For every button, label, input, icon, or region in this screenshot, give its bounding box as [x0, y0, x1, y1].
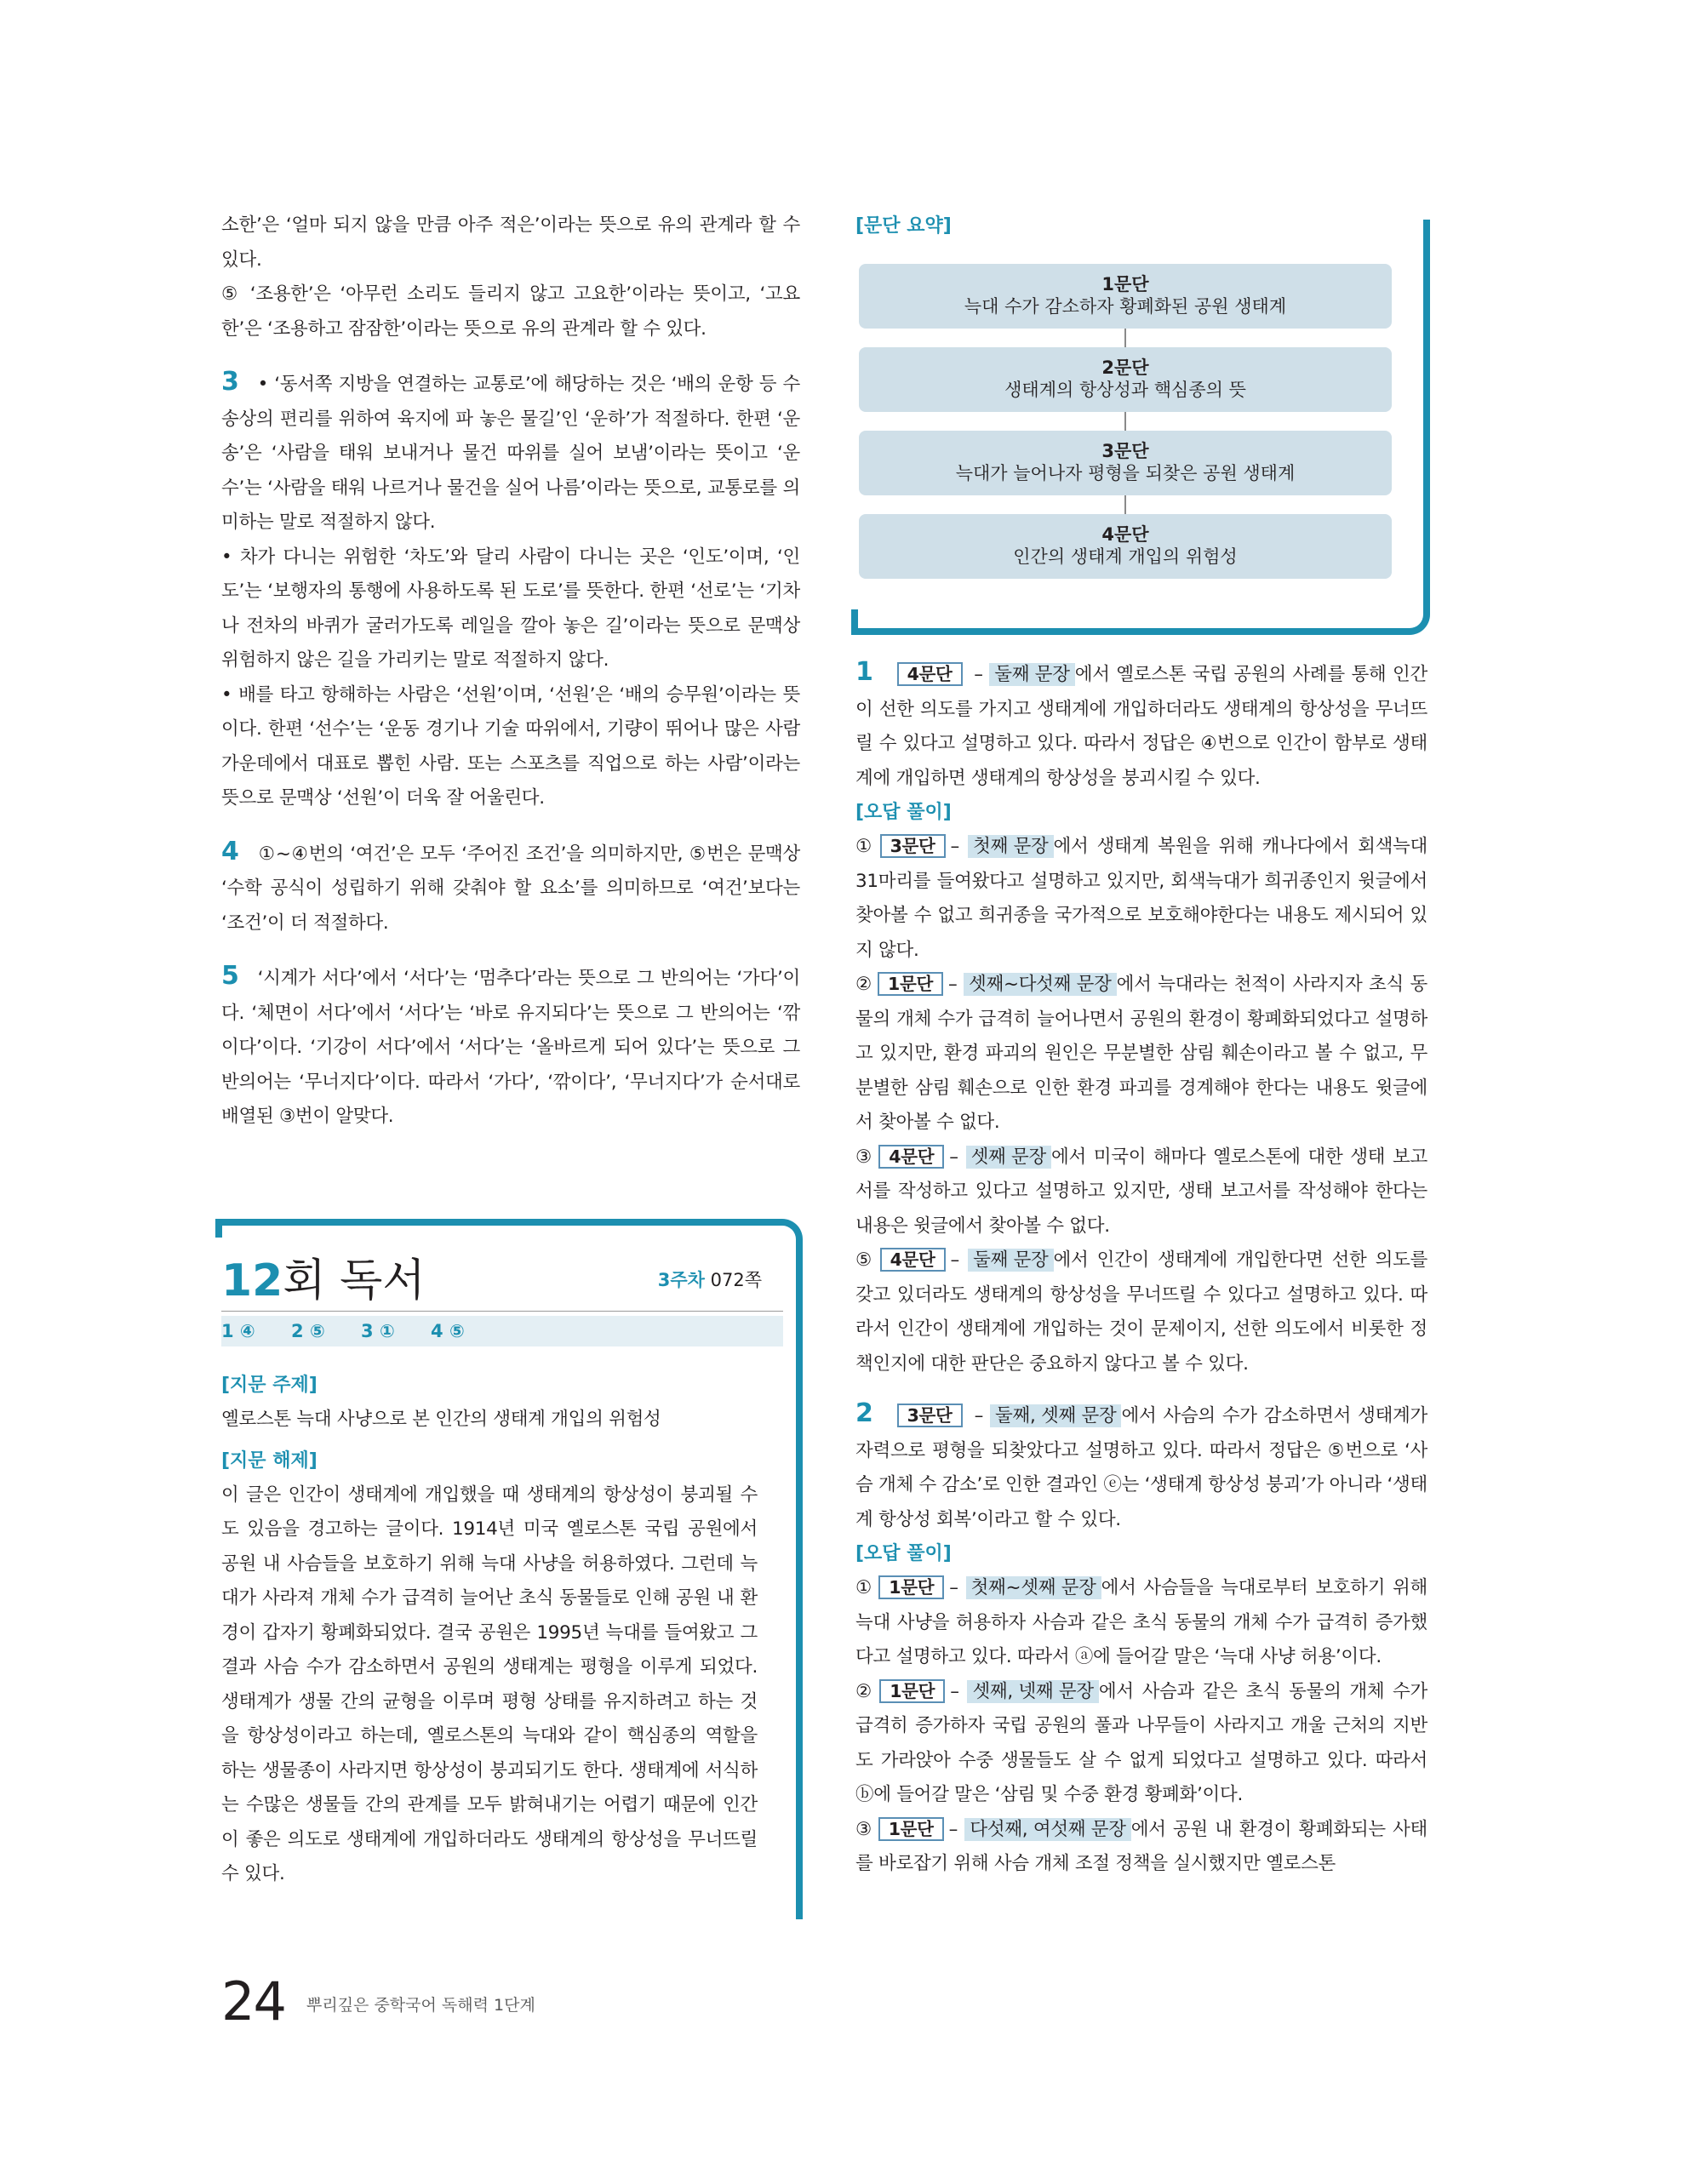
dash: –	[974, 1405, 984, 1426]
paragraph-summary	[851, 220, 1430, 635]
summary-item-title: 4문단	[1101, 524, 1149, 545]
dash: –	[974, 664, 983, 685]
summary-item-text: 늑대가 늘어나자 평형을 되찾은 공원 생태계	[955, 463, 1296, 483]
passage-notes	[221, 1369, 758, 1892]
summary-item-text: 늑대 수가 감소하자 황폐화된 공원 생태계	[964, 296, 1287, 317]
explanation-text: • 배를 타고 항해하는 사람은 ‘선원’이며, ‘선원’은 ‘배의 승무원’이라는 뜻이다. 한편 ‘선수’는 ‘운동 경기나 기술 따위에서, 기량이 뛰어나 많은 사람 가운데에서 대표로 뽑힌 사람. 또는 스포츠를 직업으로 하는 사람’이라는 뜻으로 문맥상 ‘선원’이 더욱 잘 어울린다.	[221, 683, 800, 809]
summary-item	[859, 347, 1392, 412]
left-column	[221, 209, 800, 1150]
summary-item-title: 3문단	[1101, 441, 1149, 461]
question-4-explanation	[221, 835, 800, 941]
divider	[221, 1311, 783, 1312]
summary-label: [문단 요약]	[855, 215, 952, 237]
wrong-answer: ② 1문단 – 셋째~다섯째 문장 에서 늑대라는 천적이 사라지자 초식 동물의 개체 수가 급격히 늘어나면서 공원의 환경이 황폐화되었다고 설명하고 있지만, 환경 파괴의 원인은 무분별한 삼림 훼손이라고 볼 수 없고, 무분별한 삼림 훼손으로 인한 환경 파괴를 경계해야 한다는 내용도 윗글에서 찾아볼 수 없다.	[855, 974, 1427, 1133]
answer-item: 2 ⑤	[291, 1321, 325, 1341]
textbook-reference	[658, 1266, 762, 1292]
wrong-answer: ③ 1문단 – 다섯째, 여섯째 문장 에서 공원 내 환경이 황폐화되는 사태를 바로잡기 위해 사슴 개체 조절 정책을 실시했지만 옐로스톤	[855, 1818, 1427, 1874]
question-2-explanation	[855, 1397, 1427, 1882]
summary-item-title: 2문단	[1101, 357, 1149, 378]
question-3-explanation	[221, 365, 800, 816]
topic-heading: [지문 주제]	[221, 1375, 318, 1396]
explanation-text: ‘시계가 서다’에서 ‘서다’는 ‘멈추다’라는 뜻으로 그 반의어는 ‘가다’이다. ‘체면이 서다’에서 ‘서다’는 ‘바로 유지되다’는 뜻으로 그 반의어는 ‘깎이다’이다. ‘기강이 서다’에서 ‘서다’는 ‘올바르게 되어 있다’는 뜻으로 그 반의어는 ‘무너지다’이다. 따라서 ‘가다’, ‘깎이다’, ‘무너지다’가 순서대로 배열된 ③번이 알맞다.	[221, 968, 800, 1127]
book-title: 뿌리깊은 중학국어 독해력 1단계	[306, 1996, 535, 2015]
sentence-highlight: 첫째~셋째 문장	[966, 1576, 1101, 1599]
lesson-title	[221, 1244, 426, 1308]
explanation-text: 에서 사슴의 수가 감소하면서 생태계가 자력으로 평형을 되찾았다고 설명하고 있다. 따라서 정답은 ⑤번으로 ‘사슴 개체 수 감소’로 인한 결과인 ⓔ는 ‘생태계 항상성 붕괴’가 아니라 ‘생태계 항상성 회복’이라고 할 수 있다.	[855, 1405, 1427, 1530]
sentence-highlight: 셋째, 넷째 문장	[967, 1680, 1098, 1703]
answer-option-5: ⑤ ‘조용한’은 ‘아무런 소리도 들리지 않고 고요한’이라는 뜻이고, ‘고요한’은 ‘조용하고 잠잠한’이라는 뜻으로 유의 관계라 할 수 있다.	[221, 283, 800, 340]
paragraph-tag: 4문단	[897, 662, 963, 686]
continued-paragraph: 소한’은 ‘얼마 되지 않을 만큼 아주 적은’이라는 뜻으로 유의 관계라 할 수 있다.	[221, 214, 800, 271]
sentence-highlight: 둘째 문장	[989, 663, 1074, 686]
wrong-answer: ⑤ 4문단 – 둘째 문장 에서 인간이 생태계에 개입한다면 선한 의도를 갖고 있더라도 생태계의 항상성을 무너뜨릴 수 있다고 설명하고 있다. 따라서 인간이 생태계에 개입하는 것이 문제이지, 선한 의도에서 비롯한 정책인지에 대한 판단은 중요하지 않다고 볼 수 있다.	[855, 1249, 1427, 1375]
paragraph-tag: 3문단	[880, 834, 946, 858]
wrong-answer-heading: [오답 풀이]	[855, 1543, 952, 1564]
question-number: 2	[855, 1398, 873, 1428]
sentence-highlight: 둘째, 셋째 문장	[990, 1404, 1121, 1427]
summary-item	[859, 431, 1392, 495]
summary-item-text: 인간의 생태계 개입의 위험성	[1013, 546, 1238, 567]
question-number: 1	[855, 657, 873, 687]
question-number: 5	[221, 961, 239, 991]
sentence-highlight: 다섯째, 여섯째 문장	[964, 1818, 1130, 1841]
summary-item-text: 생태계의 항상성과 핵심종의 뜻	[1004, 380, 1246, 400]
wrong-answer: ③ 4문단 – 셋째 문장 에서 미국이 해마다 옐로스톤에 대한 생태 보고서를 작성하고 있다고 설명하고 있지만, 생태 보고서를 작성해야 한다는 내용은 윗글에서 찾아볼 수 없다.	[855, 1146, 1427, 1237]
explanation-text: • ‘동서쪽 지방을 연결하는 교통로’에 해당하는 것은 ‘배의 운항 등 수송상의 편리를 위하여 육지에 파 놓은 물길’인 ‘운하’가 적절하다. 한편 ‘운송’은 ‘사람을 태워 보내거나 물건 따위를 실어 보냄’이라는 뜻이고 ‘운수’는 ‘사람을 태워 나르거나 물건을 실어 나름’이라는 뜻으로, 교통로를 의미하는 말로 적절하지 않다.	[221, 374, 800, 533]
paragraph-tag: 1문단	[879, 1679, 945, 1703]
sentence-highlight: 첫째 문장	[968, 835, 1053, 858]
explanation-text: ①~④번의 ‘여건’은 모두 ‘주어진 조건’을 의미하지만, ⑤번은 문맥상 ‘수학 공식이 성립하기 위해 갖춰야 할 요소’를 의미하므로 ‘여건’보다는 ‘조건’이 더 적절하다.	[221, 843, 800, 934]
connector-line	[1124, 329, 1126, 347]
wrong-answer-heading: [오답 풀이]	[855, 802, 952, 823]
paragraph-tag: 1문단	[878, 1817, 944, 1841]
question-1-explanation	[855, 655, 1427, 1381]
right-column	[855, 655, 1427, 1882]
answer-item: 1 ④	[221, 1321, 255, 1341]
page-number: 24	[221, 1970, 285, 2032]
week-label: 3주차	[657, 1270, 705, 1290]
wrong-answer: ① 3문단 – 첫째 문장 에서 생태계 복원을 위해 캐나다에서 회색늑대 31마리를 들여왔다고 설명하고 있지만, 회색늑대가 희귀종인지 윗글에서 찾아볼 수 없고 희귀종을 국가적으로 보호해야한다는 내용도 제시되어 있지 않다.	[855, 836, 1427, 961]
paragraph-tag: 3문단	[897, 1404, 963, 1427]
paragraph-tag: 4문단	[880, 1248, 946, 1272]
continued-answer-block	[221, 209, 800, 346]
wrong-answer: ① 1문단 – 첫째~셋째 문장 에서 사슴들을 늑대로부터 보호하기 위해 늑대 사냥을 허용하자 사슴과 같은 초식 동물의 개체 수가 급격히 증가했다고 설명하고 있다. 따라서 ⓐ에 들어갈 말은 ‘늑대 사냥 허용’이다.	[855, 1577, 1427, 1667]
sentence-highlight: 둘째 문장	[968, 1249, 1053, 1272]
analysis-text: 이 글은 인간이 생태계에 개입했을 때 생태계의 항상성이 붕괴될 수도 있음을 경고하는 글이다. 1914년 미국 옐로스톤 국립 공원에서 공원 내 사슴들을 보호하기 위해 늑대 사냥을 허용하였다. 그런데 늑대가 사라져 개체 수가 급격히 늘어난 초식 동물들로 인해 공원 내 환경이 갑자기 황폐화되었다. 결국 공원은 1995년 늑대를 들여왔고 그 결과 사슴 수가 감소하면서 공원의 생태계는 평형을 이루게 되었다. 생태계가 생물 간의 균형을 이루며 평형 상태를 유지하려고 하는 것을 항상성이라고 하는데, 옐로스톤의 늑대와 같이 핵심종의 역할을 하는 생물종이 사라지면 항상성이 붕괴되기도 한다. 생태계에 서식하는 수많은 생물들 간의 관계를 모두 밝혀내기는 어렵기 때문에 인간이 좋은 의도로 생태계에 개입하더라도 생태계의 항상성을 무너뜨릴 수 있다.	[221, 1484, 758, 1884]
paragraph-tag: 4문단	[878, 1145, 944, 1169]
answer-item: 3 ①	[361, 1321, 395, 1341]
summary-item-title: 1문단	[1101, 274, 1149, 294]
question-number: 3	[221, 367, 239, 397]
summary-item	[859, 264, 1392, 329]
answer-item: 4 ⑤	[431, 1321, 465, 1341]
explanation-text: • 차가 다니는 위험한 ‘차도’와 달리 사람이 다니는 곳은 ‘인도’이며, ‘인도’는 ‘보행자의 통행에 사용하도록 된 도로’를 뜻한다. 한편 ‘선로’는 ‘기차나 전차의 바퀴가 굴러가도록 레일을 깔아 놓은 길’이라는 뜻으로 문맥상 위험하지 않은 길을 가리키는 말로 적절하지 않다.	[221, 546, 800, 671]
summary-item	[859, 514, 1392, 579]
connector-line	[1124, 495, 1126, 514]
lesson-answer-card	[215, 1219, 803, 1919]
page-reference: 072쪽	[710, 1270, 762, 1290]
answer-key	[221, 1316, 783, 1346]
lesson-subject: 회 독서	[283, 1255, 426, 1306]
paragraph-tag: 1문단	[878, 972, 943, 996]
explanation-text: 에서 옐로스톤 국립 공원의 사례를 통해 인간이 선한 의도를 가지고 생태계에 개입하더라도 생태계의 항상성을 무너뜨릴 수 있다고 설명하고 있다. 따라서 정답은 ④번으로 인간이 함부로 생태계에 개입하면 생태계의 항상성을 붕괴시킬 수 있다.	[855, 664, 1427, 789]
sentence-highlight: 셋째~다섯째 문장	[964, 973, 1117, 996]
analysis-heading: [지문 해제]	[221, 1449, 318, 1472]
paragraph-tag: 1문단	[878, 1575, 944, 1599]
page-footer	[221, 1970, 535, 2032]
topic-text: 옐로스톤 늑대 사냥으로 본 인간의 생태계 개입의 위험성	[221, 1409, 661, 1430]
sentence-highlight: 셋째 문장	[966, 1146, 1051, 1169]
connector-line	[1124, 412, 1126, 431]
lesson-number: 12	[221, 1255, 283, 1306]
question-5-explanation	[221, 959, 800, 1135]
question-number: 4	[221, 836, 239, 866]
wrong-answer: ② 1문단 – 셋째, 넷째 문장 에서 사슴과 같은 초식 동물의 개체 수가 급격히 증가하자 국립 공원의 풀과 나무들이 사라지고 개울 근처의 지반도 가라앉아 수중 생물들도 살 수 없게 되었다고 설명하고 있다. 따라서 ⓑ에 들어갈 말은 ‘삼림 및 수중 환경 황폐화’이다.	[855, 1680, 1428, 1805]
